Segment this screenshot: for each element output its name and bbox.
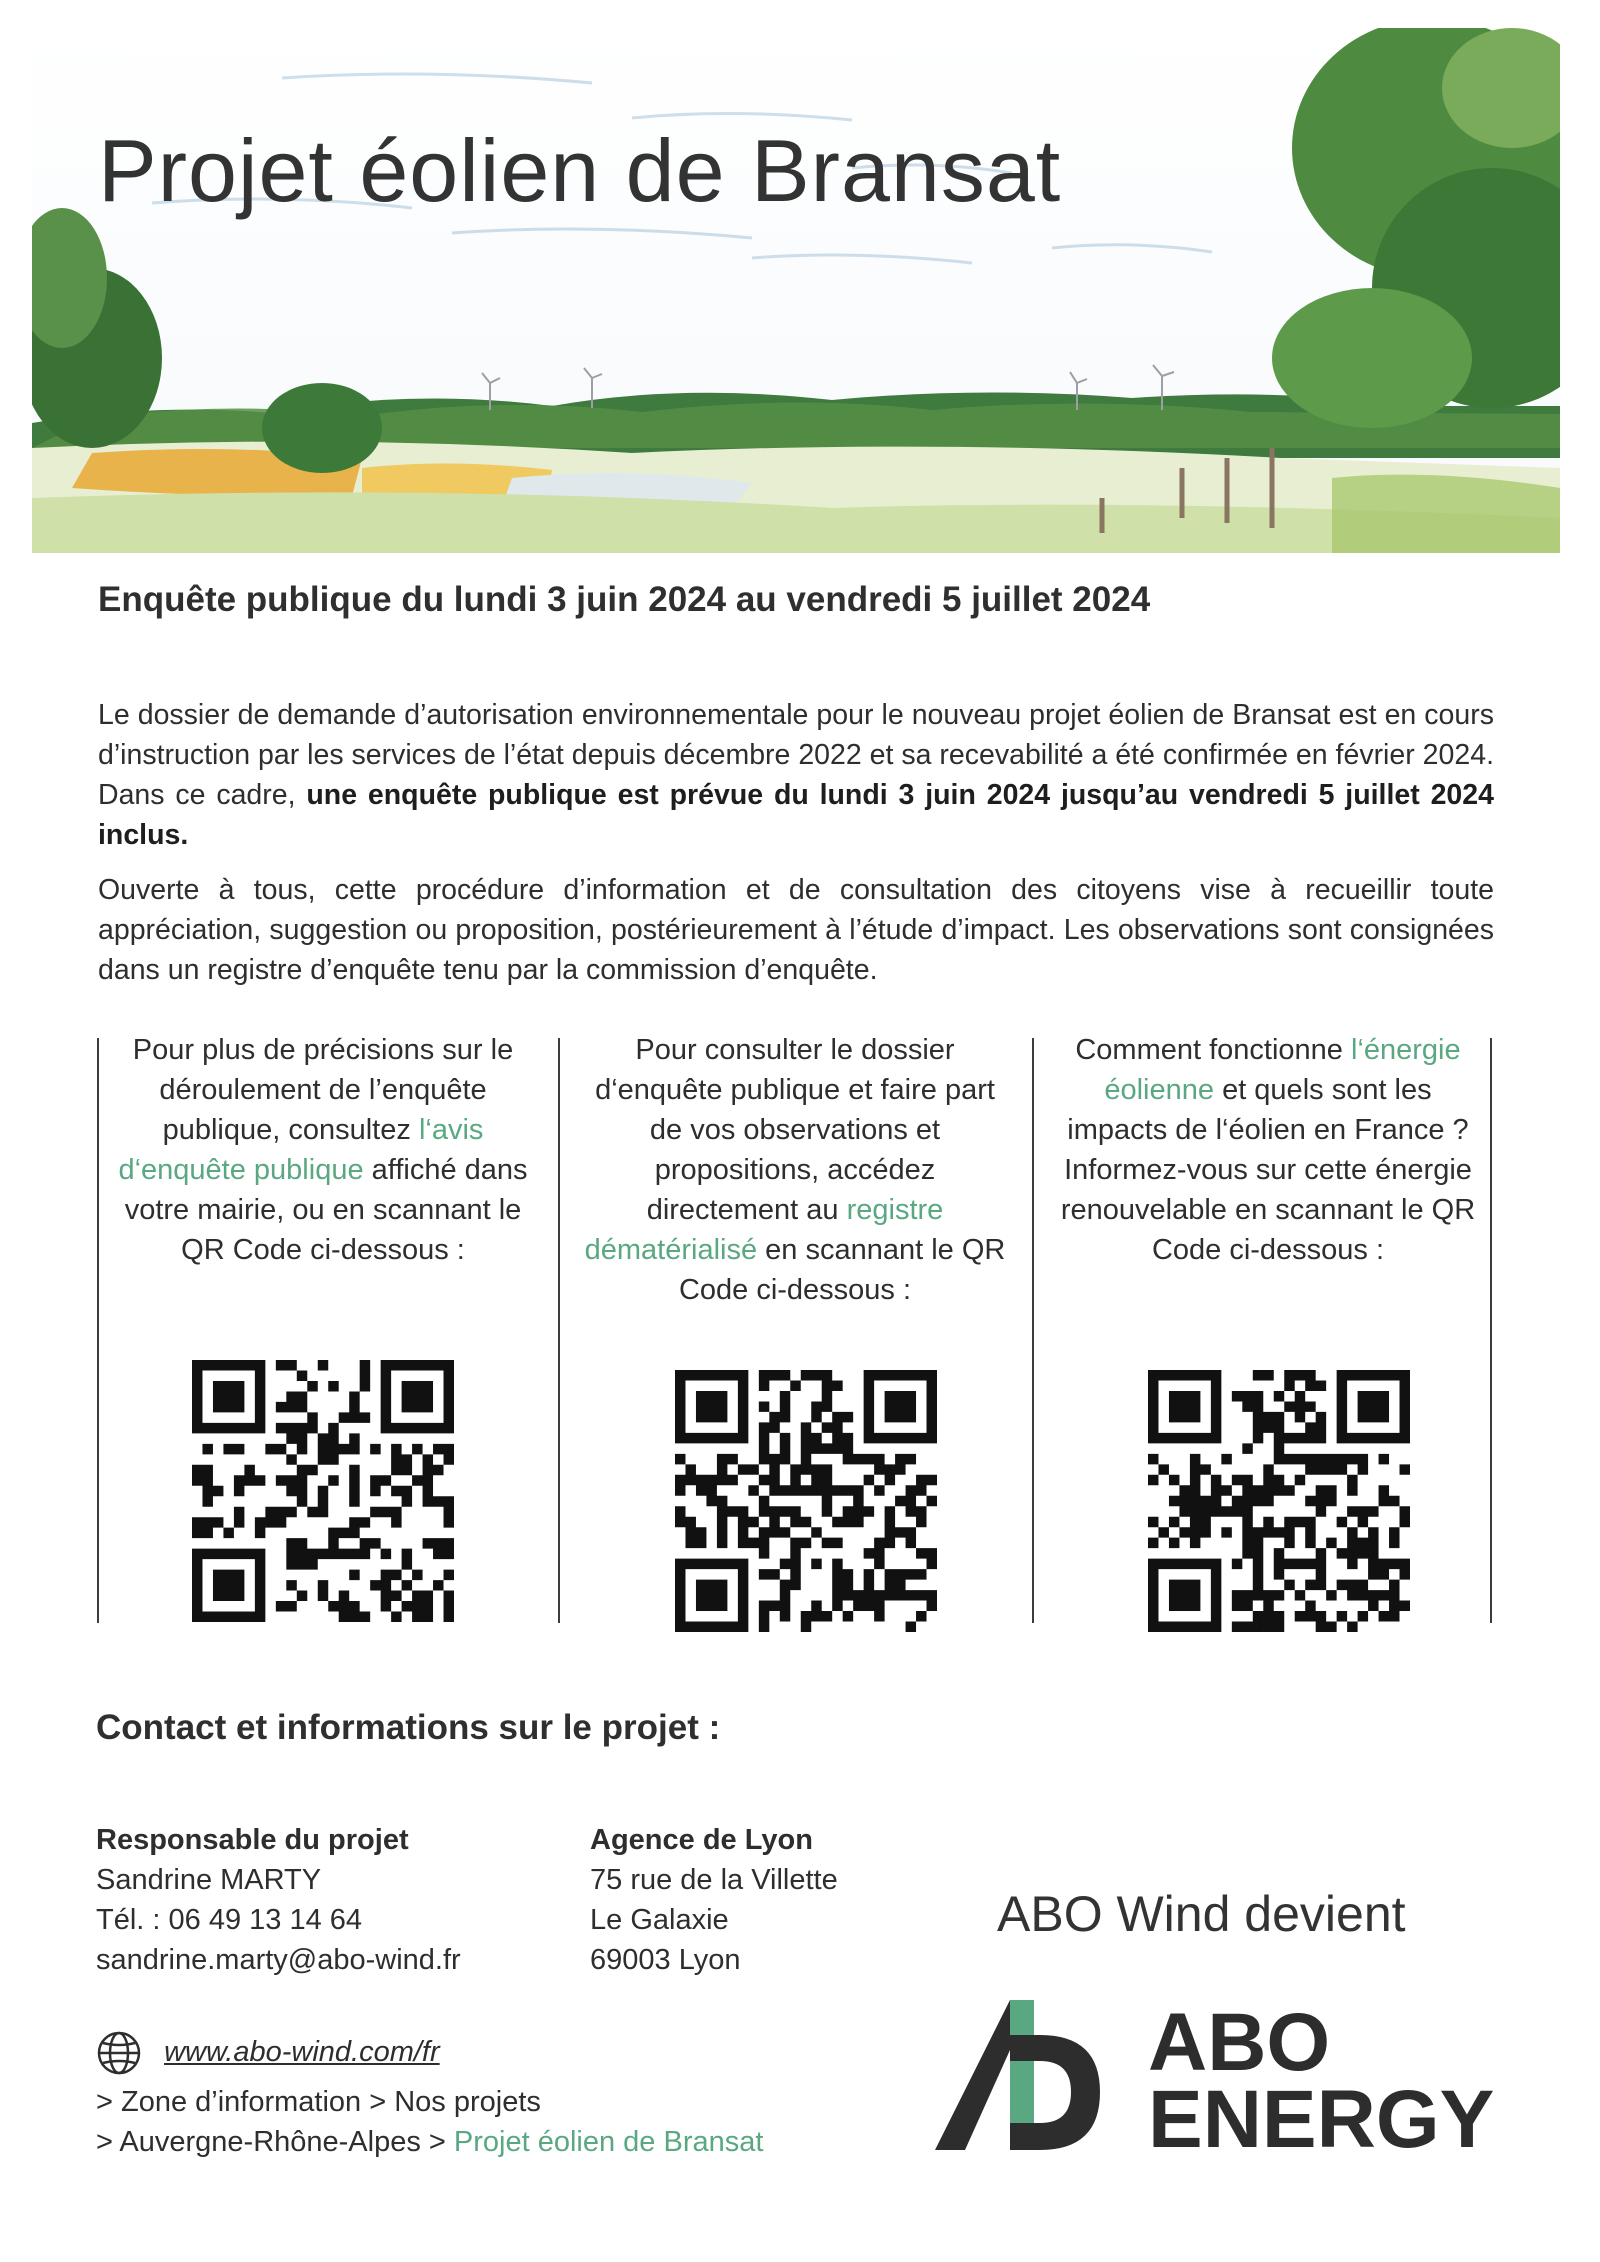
abo-energy-logo [935,1995,1495,2165]
column-text: en scannant le QR Code ci-dessous : [678,1234,1006,1306]
website-row [96,2030,440,2076]
column-wind-energy [1053,1030,1483,1270]
page-title: Projet éolien de Bransat [98,121,1062,220]
landscape-illustration [32,28,1560,553]
column-divider [558,1038,560,1623]
digital-register-link[interactable]: registre dématérialisé [584,1194,944,1266]
column-divider [1490,1038,1492,1623]
intro-bold-text: une enquête publique est prévue du lundi 3 juin 2024 jusqu’au vendredi 5 juillet 2024 inclus. [98,779,1494,851]
column-text: Pour consulter le dossier d‘enquête publique et faire part de vos observations et propositions, accédez directement au [595,1034,995,1226]
procedure-paragraph: Ouverte à tous, cette procédure d’information et de consultation des citoyens vise à recueillir toute appréciation, suggestion ou proposition, postérieurement à l’étude d’impact. Les observations sont consignées dans un registre d’enquête tenu par la commission d’enquête. [98,874,1494,986]
agency-heading: Agence de Lyon [590,1824,813,1856]
globe-icon [96,2030,142,2076]
manager-phone[interactable]: Tél. : 06 49 13 14 64 [96,1904,363,1936]
agency-building: Le Galaxie [590,1904,729,1936]
qr-code-public-notice[interactable] [192,1360,454,1622]
column-text: Comment fonctionne [1075,1034,1343,1066]
column-public-notice [108,1030,538,1270]
website-link[interactable]: www.abo-wind.com/fr [164,2035,440,2068]
manager-email[interactable]: sandrine.marty@abo-wind.fr [96,1944,461,1976]
agency-city: 69003 Lyon [590,1944,741,1976]
contact-heading: Contact et informations sur le projet : [96,1708,721,1747]
breadcrumb-line-2 [96,2122,763,2162]
manager-heading: Responsable du projet [96,1824,409,1856]
manager-name: Sandrine MARTY [96,1864,322,1896]
qr-code-wind-energy[interactable] [1148,1370,1410,1632]
column-text: affiché dans votre mairie, ou en scannant le QR Code ci-dessous : [124,1154,528,1266]
agency-street: 75 rue de la Villette [590,1864,838,1896]
project-manager-block [96,1820,461,1980]
rebrand-notice: ABO Wind devient [997,1886,1406,1942]
public-notice-link[interactable]: l‘avis d‘enquête publique [118,1114,484,1186]
breadcrumb-line-1[interactable]: > Zone d’information > Nos projets [96,2086,541,2118]
intro-paragraph [98,695,1494,855]
logo-text-energy: ENERGY [1148,2074,1495,2165]
qr-code-register[interactable] [675,1370,937,1632]
column-divider [97,1038,99,1623]
column-text: Pour plus de précisions sur le déroulement de l’enquête publique, consultez [132,1034,514,1146]
column-register [580,1030,1010,1310]
logo-text-abo: ABO [1148,1997,1331,2088]
breadcrumb-prefix[interactable]: > Auvergne-Rhône-Alpes > [96,2126,454,2158]
agency-block [590,1820,838,1980]
logo-slash [935,2000,1010,2150]
column-text: et quels sont les impacts de l‘éolien en France ? Informez-vous sur cette énergie renouvelable en scannant le QR Code ci-dessous : [1060,1074,1476,1266]
intro-text: Le dossier de demande d’autorisation environnementale pour le nouveau projet éolien de Bransat est en cours d’instruction par les services de l’état depuis décembre 2022 et sa recevabilité a été confirmée en février 2024. Dans ce cadre, [98,699,1494,811]
column-divider [1032,1038,1034,1623]
project-page-link[interactable]: Projet éolien de Bransat [453,2126,764,2158]
wind-energy-link[interactable]: l‘énergie éolienne [1104,1034,1461,1106]
inquiry-dates-heading: Enquête publique du lundi 3 juin 2024 au vendredi 5 juillet 2024 [98,580,1151,619]
